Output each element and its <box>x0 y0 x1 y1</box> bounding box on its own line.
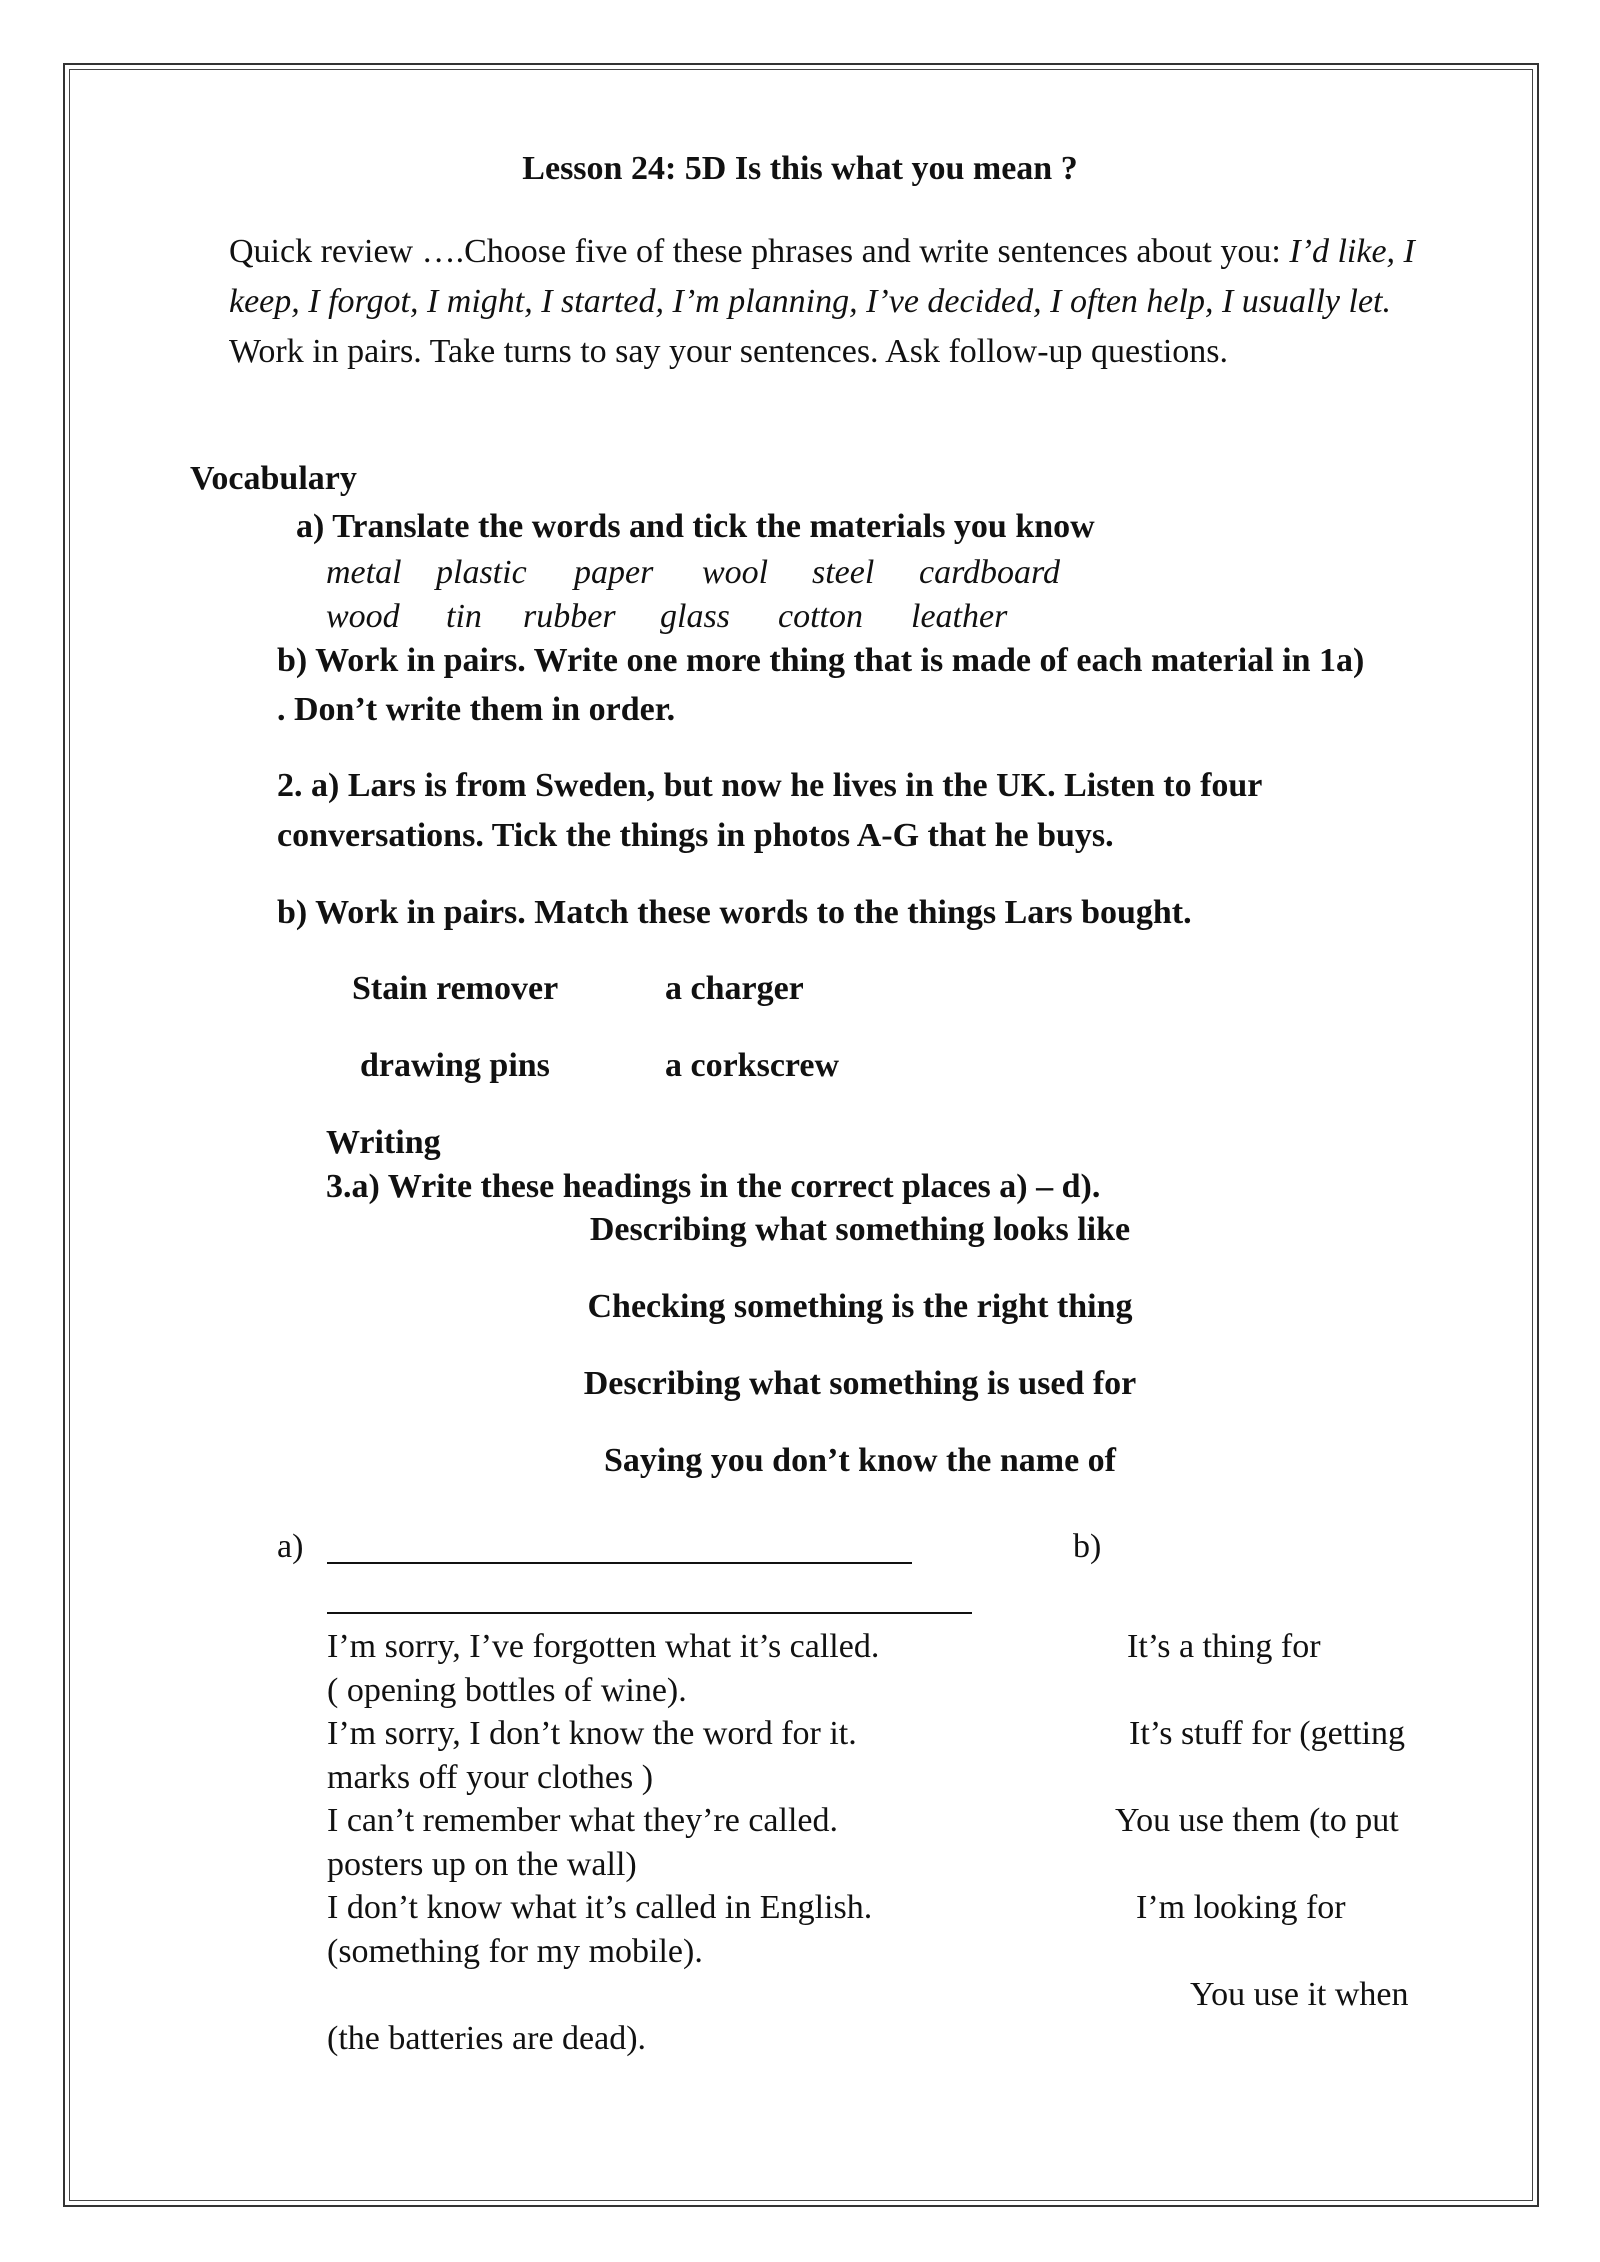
material-word: plastic <box>436 554 527 591</box>
material-word: paper <box>574 554 654 591</box>
vocab-task-b-line-1: b) Work in pairs. Write one more thing that is made of each material in 1a) <box>277 642 1365 679</box>
material-word: tin <box>446 598 482 635</box>
materials-row-1 <box>326 548 1060 598</box>
material-word: steel <box>812 554 875 591</box>
task-2a-line-2: conversations. Tick the things in photos A-G that he buys. <box>277 817 1114 854</box>
material-word: cotton <box>778 598 863 635</box>
writing-heading: Writing <box>326 1124 441 1161</box>
materials-row-2 <box>326 592 1007 642</box>
phrase-line-right: You use them (to put <box>1115 1802 1399 1839</box>
review-lead: Quick review ….Choose five of these phrases and write sentences about you: <box>229 233 1290 270</box>
phrase-line-right: I’m looking for <box>1136 1889 1346 1926</box>
match-word-charger: a charger <box>665 970 804 1007</box>
material-word: cardboard <box>919 554 1061 591</box>
answer-blank-a[interactable] <box>327 1562 912 1564</box>
phrase-line: I’m sorry, I don’t know the word for it. <box>327 1715 857 1752</box>
phrase-line: marks off your clothes ) <box>327 1759 654 1796</box>
material-word: wool <box>702 554 769 591</box>
page-border-inner <box>69 69 1533 2201</box>
match-word-corkscrew: a corkscrew <box>665 1047 840 1084</box>
heading-option-looks-like: Describing what something looks like <box>589 1211 1131 1248</box>
material-word: rubber <box>523 598 616 635</box>
review-phrases: I’d like, I keep, I forgot, I might, I started, I’m planning, I’ve decided, I often help, I usually let. <box>229 233 1415 320</box>
heading-option-dont-know-name: Saying you don’t know the name of <box>604 1442 1116 1479</box>
phrase-line: ( opening bottles of wine). <box>327 1672 687 1709</box>
answer-blank-a-continued[interactable] <box>327 1612 972 1614</box>
quick-review <box>229 227 1464 377</box>
lesson-title: Lesson 24: 5D Is this what you mean ? <box>522 150 1078 187</box>
vocab-task-a: a) Translate the words and tick the materials you know <box>296 508 1095 545</box>
task-2a-line-1: 2. a) Lars is from Sweden, but now he lives in the UK. Listen to four <box>277 767 1263 804</box>
phrase-line: posters up on the wall) <box>327 1846 637 1883</box>
match-word-stain-remover: Stain remover <box>352 970 559 1007</box>
match-word-drawing-pins: drawing pins <box>360 1047 550 1084</box>
phrase-line-right: You use it when <box>1190 1976 1409 2013</box>
task-2b: b) Work in pairs. Match these words to the things Lars bought. <box>277 894 1192 931</box>
phrase-line-right: It’s a thing for <box>1127 1628 1321 1665</box>
review-tail: Work in pairs. Take turns to say your sentences. Ask follow-up questions. <box>229 333 1228 370</box>
material-word: leather <box>911 598 1008 635</box>
phrase-line-right: It’s stuff for (getting <box>1129 1715 1406 1752</box>
phrase-line: I can’t remember what they’re called. <box>327 1802 838 1839</box>
vocab-task-b-line-2: . Don’t write them in order. <box>277 691 676 728</box>
material-word: metal <box>326 554 402 591</box>
phrase-line: (something for my mobile). <box>327 1933 703 1970</box>
answer-label-a: a) <box>277 1528 304 1565</box>
phrase-line: I’m sorry, I’ve forgotten what it’s called. <box>327 1628 880 1665</box>
writing-task-3a: 3.a) Write these headings in the correct places a) – d). <box>326 1168 1101 1205</box>
phrase-line: I don’t know what it’s called in English. <box>327 1889 873 1926</box>
vocabulary-heading: Vocabulary <box>190 460 357 497</box>
material-word: wood <box>326 598 400 635</box>
heading-option-right-thing: Checking something is the right thing <box>587 1288 1133 1325</box>
phrase-line: (the batteries are dead). <box>327 2020 647 2057</box>
material-word: glass <box>660 598 730 635</box>
answer-label-b: b) <box>1073 1528 1102 1565</box>
heading-option-used-for: Describing what something is used for <box>583 1365 1137 1402</box>
